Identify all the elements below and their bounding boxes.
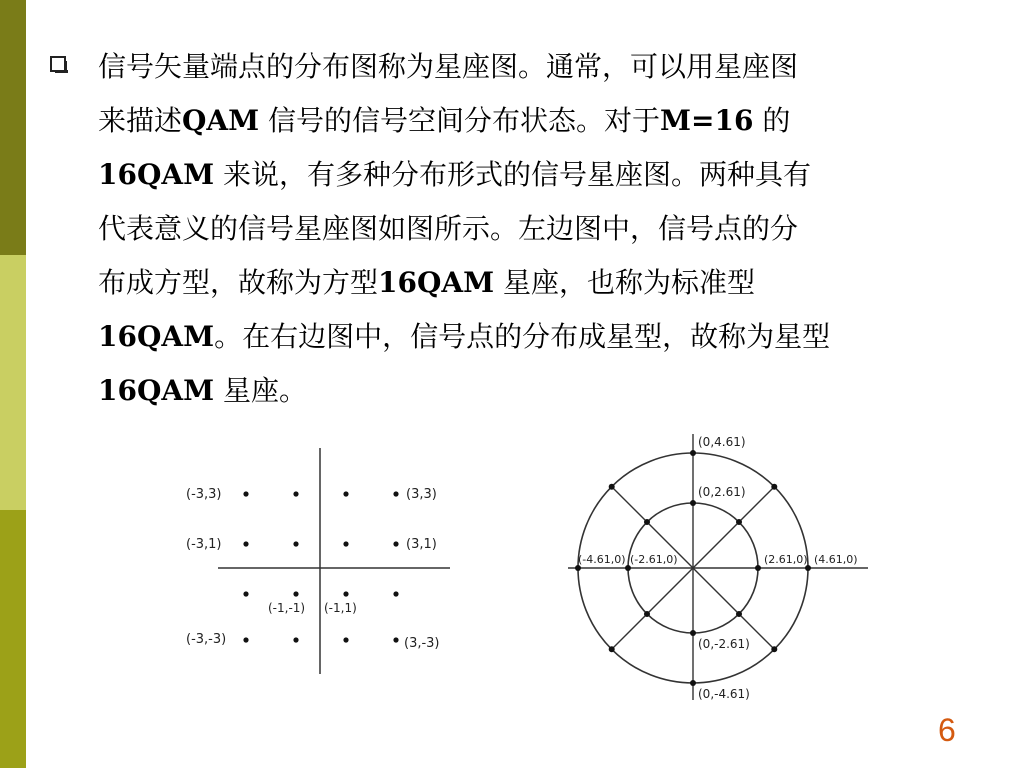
- point: [690, 500, 696, 506]
- point: [771, 646, 777, 652]
- label-bottom-right: (3,-3): [404, 636, 440, 651]
- text-line-4: 代表意义的信号星座图如图所示。左边图中，信号点的分: [98, 212, 799, 245]
- point: [393, 541, 398, 546]
- text-line-1: 信号矢量端点的分布图称为星座图。通常，可以用星座图: [98, 50, 799, 83]
- point: [690, 680, 696, 686]
- point: [293, 541, 298, 546]
- point: [293, 637, 298, 642]
- point: [736, 519, 742, 525]
- point: [771, 484, 777, 490]
- label-center-2: (-1,1): [324, 601, 357, 615]
- label-top-inner: (0,2.61): [698, 485, 746, 499]
- point: [293, 491, 298, 496]
- text-line-6: 16QAM。在右边图中，信号点的分布成星型，故称为星型: [98, 320, 831, 353]
- constellation-points: [243, 491, 398, 642]
- label-right-outer: (4.61,0): [814, 553, 858, 566]
- label-mid-right: (3,1): [406, 537, 437, 552]
- point: [343, 637, 348, 642]
- point: [393, 491, 398, 496]
- star-16qam-constellation: [550, 430, 880, 702]
- label-left-inner: (-2.61,0): [630, 553, 678, 566]
- label-bottom-outer: (0,-4.61): [698, 687, 750, 701]
- point: [343, 591, 348, 596]
- label-mid-left: (-3,1): [186, 537, 222, 552]
- point: [644, 519, 650, 525]
- point: [343, 491, 348, 496]
- point: [609, 646, 615, 652]
- square-16qam-constellation: [180, 442, 480, 682]
- point: [644, 611, 650, 617]
- page-number: 6: [938, 712, 956, 748]
- point: [736, 611, 742, 617]
- point: [393, 591, 398, 596]
- label-center-1: (-1,-1): [268, 601, 306, 615]
- text-line-5: 布成方型，故称为方型16QAM 星座，也称为标准型: [98, 266, 755, 299]
- point: [690, 450, 696, 456]
- point: [243, 591, 248, 596]
- point: [243, 491, 248, 496]
- label-top-left: (-3,3): [186, 487, 222, 502]
- label-bottom-inner: (0,-2.61): [698, 637, 750, 651]
- point: [690, 630, 696, 636]
- point: [393, 637, 398, 642]
- label-bottom-left: (-3,-3): [186, 632, 227, 647]
- text-line-2: 来描述QAM 信号的信号空间分布状态。对于M=16 的: [98, 104, 791, 137]
- sidebar-decoration: [0, 0, 26, 768]
- body-paragraph: [98, 40, 978, 418]
- label-top-outer: (0,4.61): [698, 435, 746, 449]
- point: [343, 541, 348, 546]
- text-line-3: 16QAM 来说，有多种分布形式的信号星座图。两种具有: [98, 158, 811, 191]
- point: [755, 565, 761, 571]
- label-top-right: (3,3): [406, 487, 437, 502]
- label-right-inner: (2.61,0): [764, 553, 808, 566]
- text-line-7: 16QAM 星座。: [98, 374, 307, 407]
- point: [243, 541, 248, 546]
- sidebar-segment-bottom: [0, 510, 26, 768]
- sidebar-segment-middle: [0, 255, 26, 510]
- label-left-outer: (-4.61,0): [578, 553, 626, 566]
- sidebar-segment-top: [0, 0, 26, 255]
- point: [243, 637, 248, 642]
- point: [609, 484, 615, 490]
- hollow-square-bullet-icon: [50, 56, 66, 72]
- point: [293, 591, 298, 596]
